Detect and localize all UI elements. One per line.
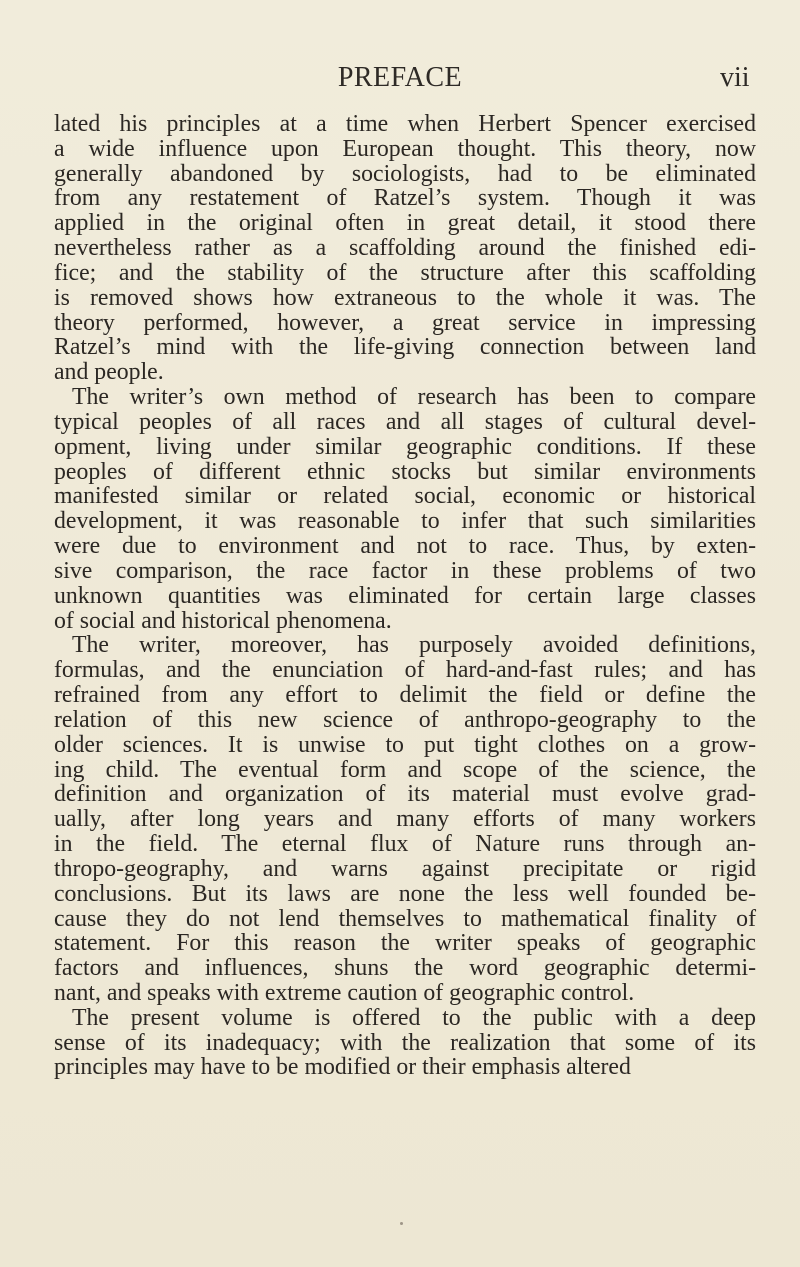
text-line: sense of its inadequacy; with the realization that some of its <box>54 1029 756 1056</box>
text-line: is removed shows how extraneous to the whole it was. The <box>54 284 756 311</box>
text-line: from any restatement of Ratzel’s system. Though it was <box>54 185 756 212</box>
text-line: refrained from any effort to delimit the field or define the <box>54 682 756 709</box>
text-line: unknown quantities was eliminated for certain large classes <box>54 582 756 609</box>
paper-speck <box>400 1222 403 1225</box>
text-line: in the field. The eternal flux of Nature runs through an- <box>54 831 756 858</box>
text-line: a wide influence upon European thought. This theory, now <box>54 135 756 162</box>
text-line: nevertheless rather as a scaffolding around the finished edi- <box>54 235 756 262</box>
text-line: cause they do not lend themselves to mathematical finality of <box>54 905 756 932</box>
text-line: ing child. The eventual form and scope of the science, the <box>54 756 756 783</box>
text-line: peoples of different ethnic stocks but similar environments <box>54 458 756 485</box>
paragraph <box>54 385 756 633</box>
text-line: The writer, moreover, has purposely avoided definitions, <box>72 632 756 659</box>
paragraph <box>54 633 756 1005</box>
text-line: opment, living under similar geographic conditions. If these <box>54 433 756 460</box>
text-line: Ratzel’s mind with the life-giving connection between land <box>54 334 756 361</box>
text-line: theory performed, however, a great service in impressing <box>54 309 756 336</box>
text-line: definition and organization of its material must evolve grad- <box>54 781 756 808</box>
text-line: typical peoples of all races and all stages of cultural devel- <box>54 408 756 435</box>
text-line: applied in the original often in great detail, it stood there <box>54 210 756 237</box>
paragraph <box>54 1006 756 1080</box>
text-line: generally abandoned by sociologists, had to be eliminated <box>54 160 756 187</box>
text-line: statement. For this reason the writer speaks of geographic <box>54 930 756 957</box>
text-line: were due to environment and not to race. Thus, by exten- <box>54 533 756 560</box>
text-line: formulas, and the enunciation of hard-and-fast rules; and has <box>54 657 756 684</box>
text-line: The present volume is offered to the public with a deep <box>72 1004 756 1031</box>
text-line: nant, and speaks with extreme caution of geographic control. <box>54 979 635 1006</box>
text-line: of social and historical phenomena. <box>54 607 392 634</box>
page-number: vii <box>720 62 750 93</box>
text-line: manifested similar or related social, economic or historical <box>54 483 756 510</box>
paragraph <box>54 112 756 385</box>
body-text <box>54 112 756 1080</box>
text-line: and people. <box>54 359 164 386</box>
text-line: relation of this new science of anthropo-geography to the <box>54 706 756 733</box>
text-line: principles may have to be modified or their emphasis altered <box>54 1054 631 1081</box>
text-line: older sciences. It is unwise to put tight clothes on a grow- <box>54 731 756 758</box>
text-line: fice; and the stability of the structure after this scaffolding <box>54 259 756 286</box>
text-line: lated his principles at a time when Herbert Spencer exercised <box>54 111 756 137</box>
text-line: conclusions. But its laws are none the less well founded be- <box>54 880 756 907</box>
running-head <box>0 58 800 98</box>
text-line: development, it was reasonable to infer that such similarities <box>54 508 756 535</box>
text-line: sive comparison, the race factor in these problems of two <box>54 557 756 584</box>
text-line: factors and influences, shuns the word geographic determi- <box>54 955 756 982</box>
text-line: ually, after long years and many efforts of many workers <box>54 806 756 833</box>
text-line: The writer’s own method of research has been to compare <box>72 384 756 411</box>
running-title: PREFACE <box>337 62 463 93</box>
text-line: thropo-geography, and warns against precipitate or rigid <box>54 855 756 882</box>
